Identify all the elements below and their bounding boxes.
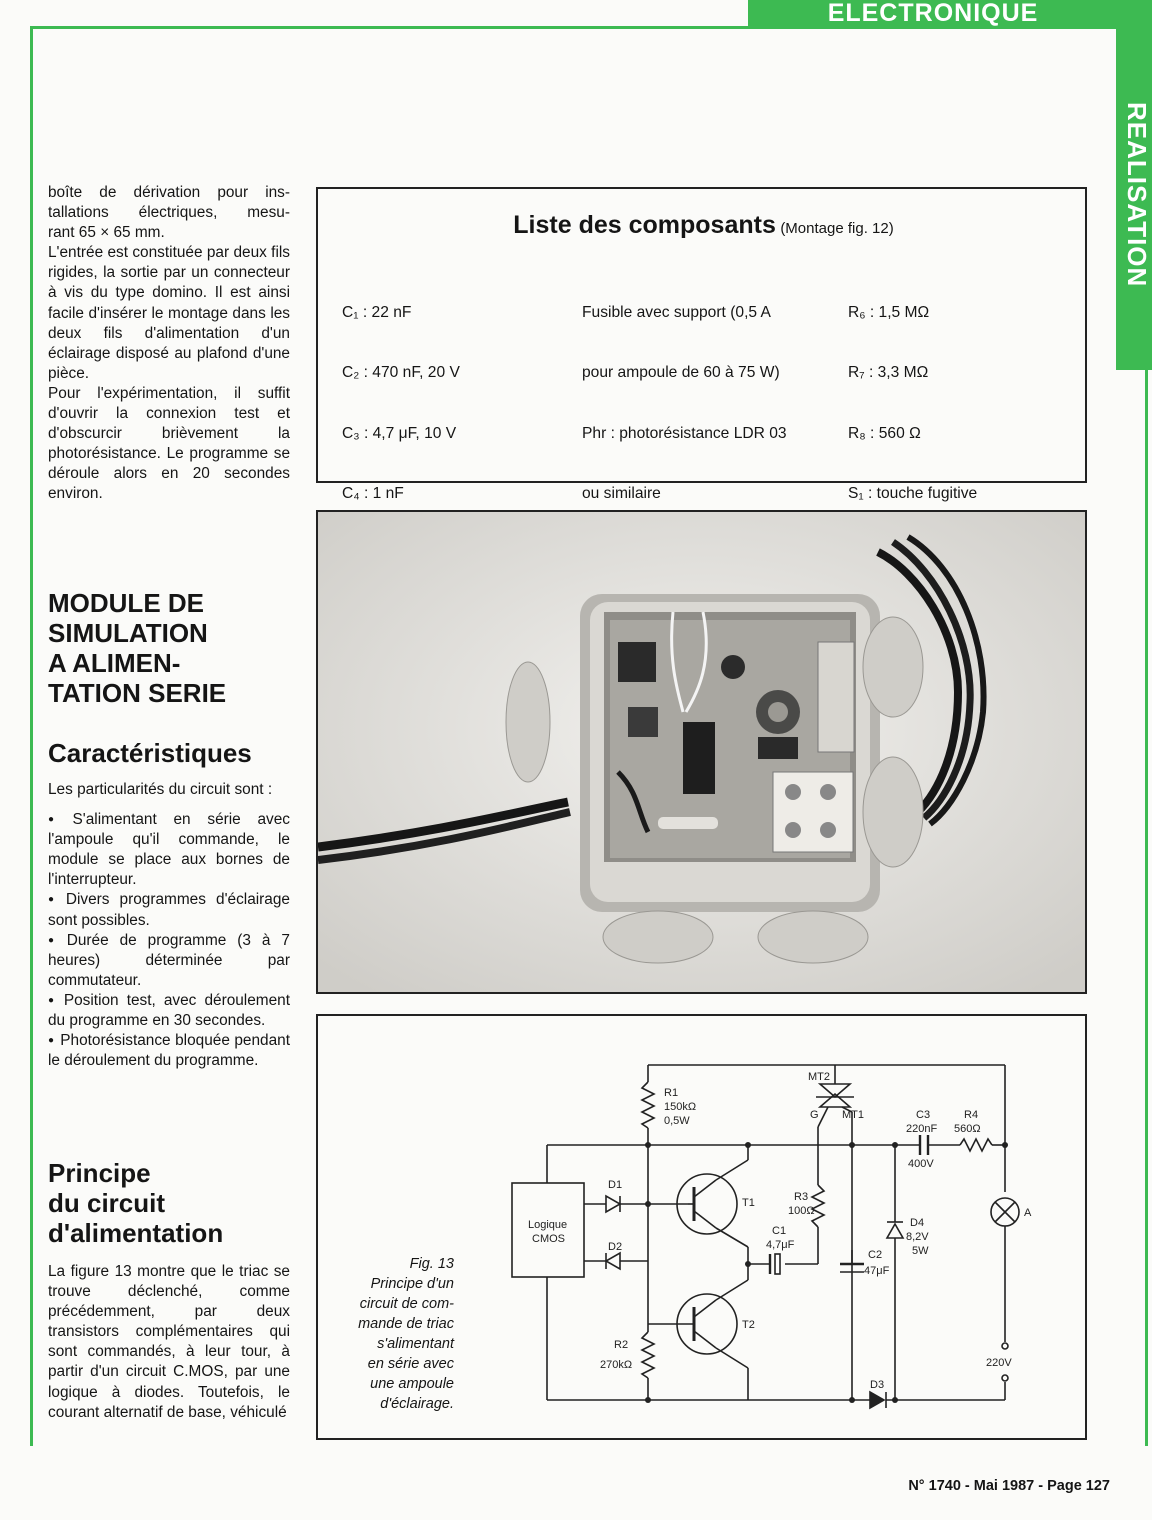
d1-label: D1	[608, 1179, 623, 1191]
caracteristiques-text	[48, 780, 290, 1071]
c1-label: C1	[772, 1225, 787, 1237]
r2-value: 270kΩ	[600, 1359, 633, 1371]
components-box	[316, 187, 1087, 503]
components-subtitle: (Montage fig. 12)	[780, 220, 894, 237]
component-line: S₁ : touche fugitive	[848, 485, 978, 503]
vertical-section-label: REALISATION	[1122, 102, 1152, 288]
r4-label: R4	[964, 1109, 979, 1121]
logic-label-1: Logique	[528, 1219, 568, 1231]
component-line: R₇ : 3,3 MΩ	[848, 364, 929, 382]
component-line: C₃ : 4,7 μF, 10 V	[342, 424, 457, 442]
t2-label: T2	[742, 1319, 755, 1331]
page-footer: N° 1740 - Mai 1987 - Page 127	[908, 1478, 1110, 1494]
r4-value: 560Ω	[954, 1123, 981, 1135]
heading-line: A ALIMEN-	[48, 648, 181, 678]
heading-caracteristiques: Caractéristiques	[48, 738, 252, 768]
heading-line: TATION SERIE	[48, 678, 227, 708]
module-photo-illustration	[318, 512, 1085, 992]
mt1-label: MT1	[842, 1109, 864, 1121]
caption-line: d'éclairage.	[380, 1396, 454, 1412]
c3-value: 220nF	[906, 1123, 938, 1135]
caption-line: une ampoule	[370, 1376, 454, 1392]
component-line: R₆ : 1,5 MΩ	[848, 304, 930, 322]
section-header: ELECTRONIQUE	[748, 0, 1118, 27]
lamp-label: A	[1024, 1207, 1032, 1219]
heading-line: SIMULATION	[48, 618, 208, 648]
c1-value: 4,7μF	[766, 1239, 795, 1251]
r3-value: 100Ω	[788, 1205, 815, 1217]
r3-label: R3	[794, 1191, 809, 1203]
figure-caption	[338, 1254, 454, 1414]
component-line: ou similaire	[582, 485, 661, 503]
d2-label: D2	[608, 1241, 623, 1253]
mains-label: 220V	[986, 1357, 1012, 1369]
heading-module	[48, 588, 290, 708]
gate-label: G	[810, 1109, 819, 1121]
intro-line: rant 65 × 65 mm.	[48, 224, 165, 242]
heading-principe	[48, 1158, 290, 1248]
components-title-text: Liste des composants	[513, 211, 776, 239]
c3-label: C3	[916, 1109, 931, 1121]
component-line: C₁ : 22 nF	[342, 304, 412, 322]
heading-line: du circuit	[48, 1188, 166, 1218]
intro-text	[48, 183, 290, 505]
paragraph: La figure 13 montre que le triac se trouve déclenché, comme précédemment, par deux transistors complémentaires qui sont commandés, à leur tour, à partir d'un circuit C.MOS, par une logique à diodes. Toutefois, le courant alternatif de base, véhiculé	[48, 1263, 290, 1421]
r1-value: 150kΩ	[664, 1101, 697, 1113]
c2-value: 47μF	[864, 1265, 890, 1277]
d3-label: D3	[870, 1379, 885, 1391]
bullet-item: ● Durée de programme (3 à 7 heures) déterminée par commutateur.	[48, 931, 290, 991]
caption-line: en série avec	[367, 1356, 454, 1372]
caption-line: Principe d'un	[370, 1276, 454, 1292]
paragraph: Les particularités du circuit sont :	[48, 781, 273, 798]
component-line: pour ampoule de 60 à 75 W)	[582, 364, 780, 382]
caption-line: Fig. 13	[409, 1256, 454, 1272]
r2-label: R2	[614, 1339, 629, 1351]
c2-label: C2	[868, 1249, 883, 1261]
c3-voltage: 400V	[908, 1158, 934, 1170]
intro-line: tallations électriques, mesu-	[48, 204, 290, 222]
caption-line: mande de triac	[358, 1316, 454, 1332]
module-photo	[316, 510, 1087, 994]
component-line: Fusible avec support (0,5 A	[582, 304, 771, 322]
component-line: C₄ : 1 nF	[342, 485, 404, 503]
components-title	[318, 211, 1089, 240]
d4-power: 5W	[912, 1245, 929, 1257]
heading-line: d'alimentation	[48, 1218, 224, 1248]
mt2-label: MT2	[808, 1071, 830, 1083]
bullet-item: ● Photorésistance bloquée pendant le déroulement du programme.	[48, 1031, 290, 1071]
component-line: R₈ : 560 Ω	[848, 424, 921, 442]
heading-line: MODULE DE	[48, 588, 204, 618]
caption-line: s'alimentant	[377, 1336, 454, 1352]
component-line: Phr : photorésistance LDR 03	[582, 424, 787, 442]
principe-text	[48, 1262, 290, 1423]
caption-line: circuit de com-	[359, 1296, 454, 1312]
paragraph: Pour l'expérimentation, il suffit d'ouvrir la connexion test et d'obscurcir brièvement la photorésistance. Le programme se déroule alors en 20 secondes environ.	[48, 384, 290, 503]
bullet-item: ● Divers programmes d'éclairage sont possibles.	[48, 890, 290, 930]
t1-label: T1	[742, 1197, 755, 1209]
d4-label: D4	[910, 1217, 925, 1229]
bullet-item: ● Position test, avec déroulement du programme en 30 secondes.	[48, 991, 290, 1031]
component-line: C₂ : 470 nF, 20 V	[342, 364, 460, 382]
paragraph: L'entrée est constituée par deux fils rigides, la sortie par un connecteur à vis du type domino. Il est ainsi facile d'insérer le montage dans les deux fils d'alimentation d'un éclairage disposé au plafond d'une pièce.	[48, 244, 290, 382]
d4-value: 8,2V	[906, 1231, 929, 1243]
r1-label: R1	[664, 1087, 679, 1099]
intro-line: boîte de dérivation pour ins-	[48, 184, 290, 201]
heading-line: Principe	[48, 1158, 151, 1188]
logic-label-2: CMOS	[532, 1233, 565, 1245]
r1-power: 0,5W	[664, 1115, 690, 1127]
bullet-item: ● S'alimentant en série avec l'ampoule qu'il commande, le module se place aux bornes de l'interrupteur.	[48, 810, 290, 890]
